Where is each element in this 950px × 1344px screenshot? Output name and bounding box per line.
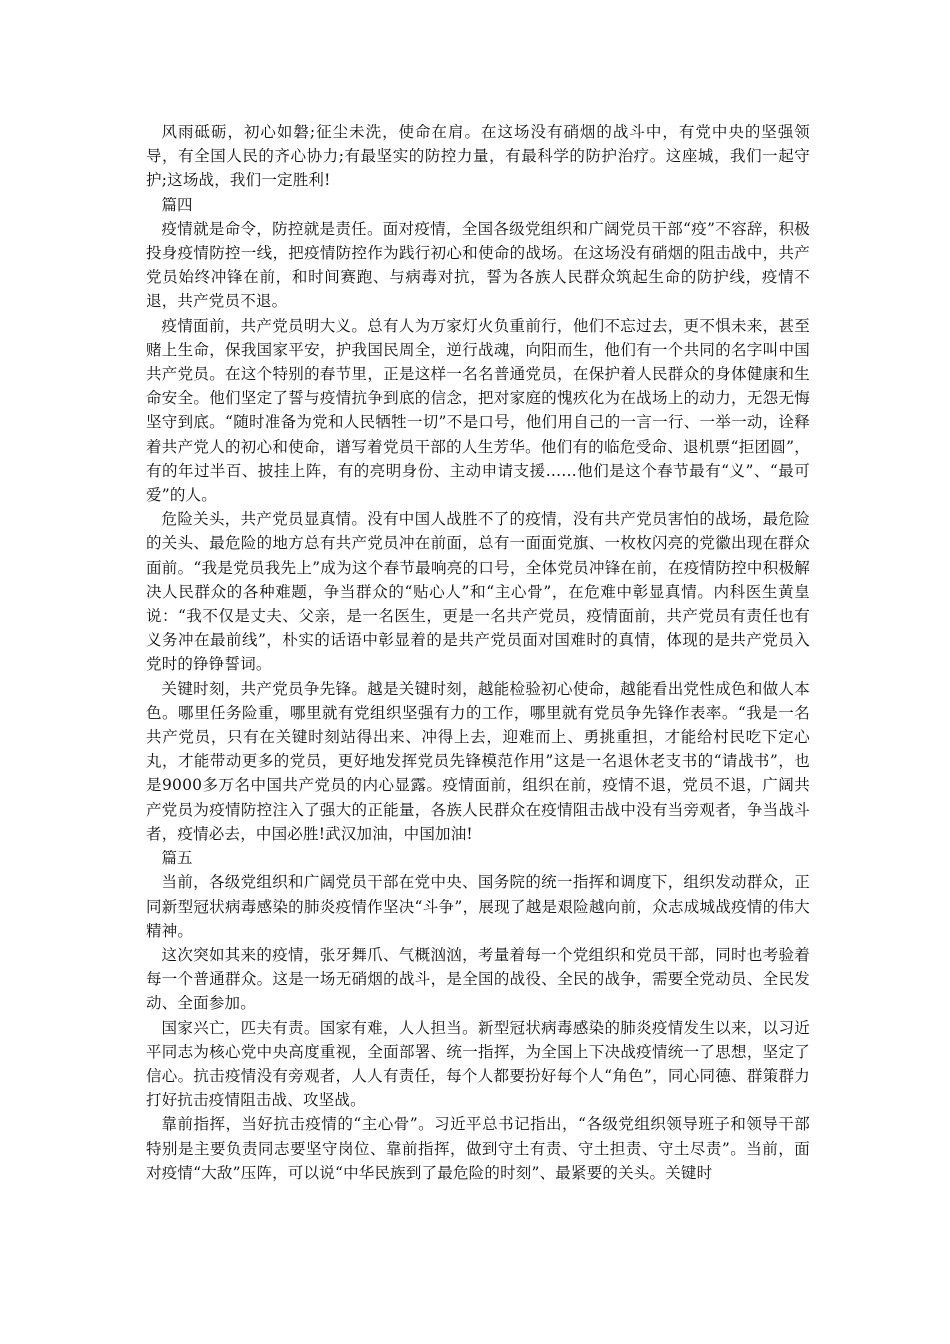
section-heading-4: 篇四: [161, 195, 193, 214]
paragraph-9: 靠前指挥，当好抗击疫情的“主心骨”。习近平总书记指出，“各级党组织领导班子和领导干部特别是主要负责同志要坚守岗位、靠前指挥，做到守土有责、守土担责、守土尽责”。当前，面对疫情“大敌”压阵，可以说“中华民族到了最危险的时刻”、最紧要的关头。关键时: [146, 1115, 810, 1182]
paragraph-3: 疫情面前，共产党员明大义。总有人为万家灯火负重前行，他们不忘过去，更不惧未来，甚至赌上生命，保我国家平安，护我国民周全，逆行战魂，向阳而生，他们有一个共同的名字叫中国共产党员。在这个特别的春节里，正是这样一名名普通党员，在保护着人民群众的身体健康和生命安全。他们坚定了誓与疫情抗争到底的信念，把对家庭的愧疚化为在战场上的动力，无怨无悔坚守到底。“随时准备为党和人民牺牲一切”不是口号，他们用自己的一言一行、一举一动，诠释着共产党人的初心和使命，谱写着党员干部的人生芳华。他们有的临危受命、退机票“拒团圆”，有的年过半百、披挂上阵，有的亮明身份、主动申请支援……他们是这个春节最有“义”、“最可爱”的人。: [146, 316, 810, 505]
paragraph-2: 疫情就是命令，防控就是责任。面对疫情，全国各级党组织和广阔党员干部“疫”不容辞，积极投身疫情防控一线，把疫情防控作为践行初心和使命的战场。在这场没有硝烟的阻击战中，共产党员始终冲锋在前，和时间赛跑、与病毒对抗，誓为各族人民群众筑起生命的防护线，疫情不退，共产党员不退。: [146, 219, 810, 311]
paragraph-6: 当前，各级党组织和广阔党员干部在党中央、国务院的统一指挥和调度下，组织发动群众，正同新型冠状病毒感染的肺炎疫情作坚决“斗争”，展现了越是艰险越向前，众志成城战疫情的伟大精神。: [146, 873, 810, 940]
paragraph-7: 这次突如其来的疫情，张牙舞爪、气概汹汹，考量着每一个党组织和党员干部，同时也考验着每一个普通群众。这是一场无硝烟的战斗，是全国的战役、全民的战争，需要全党动员、全民发动、全面参加。: [146, 945, 810, 1013]
paragraph-8: 国家兴亡，匹夫有责。国家有难，人人担当。新型冠状病毒感染的肺炎疫情发生以来，以习近平同志为核心党中央高度重视，全面部署、统一指挥，为全国上下决战疫情统一了思想，坚定了信心。抗击疫情没有旁观者，人人有责任，每个人都要扮好每个人“角色”，同心同德、群策群力打好抗击疫情阻击战、攻坚战。: [146, 1018, 810, 1110]
paragraph-5: 关键时刻，共产党员争先锋。越是关键时刻，越能检验初心使命，越能看出党性成色和做人本色。哪里任务险重，哪里就有党组织坚强有力的工作，哪里就有党员争先锋作表率。“我是一名共产党员，只有在关键时刻站得出来、冲得上去，迎难而上、勇挑重担，才能给村民吃下定心丸，才能带动更多的党员，更好地发挥党员先锋模范作用”这是一名退休老支书的“请战书”，也是9000多万名中国共产党员的内心显露。疫情面前，组织在前，疫情不退，党员不退，广阔共产党员为疫情防控注入了强大的正能量，各族人民群众在疫情阻击战中没有当旁观者，争当战斗者，疫情必去，中国必胜!武汉加油，中国加油!: [146, 679, 810, 843]
paragraph-1: 风雨砥砺，初心如磐;征尘未洗，使命在肩。在这场没有硝烟的战斗中，有党中央的坚强领导，有全国人民的齐心协力;有最坚实的防控力量，有最科学的防护治疗。这座城，我们一起守护;这场战，我们一定胜利!: [146, 123, 810, 190]
section-heading-5: 篇五: [161, 849, 193, 868]
paragraph-4: 危险关头，共产党员显真情。没有中国人战胜不了的疫情，没有共产党员害怕的战场，最危险的关头、最危险的地方总有共产党员冲在前面，总有一面面党旗、一枚枚闪亮的党徽出现在群众面前。“我是党员我先上”成为这个春节最响亮的口号，全体党员冲锋在前，在疫情防控中积极解决人民群众的各种难题，争当群众的“贴心人”和“主心骨”，在危难中彰显真情。内科医生黄皇说：“我不仅是丈夫、父亲，是一名医生，更是一名共产党员，疫情面前，共产党员有责任也有义务冲在最前线”，朴实的话语中彰显着的是共产党员面对国难时的真情，体现的是共产党员入党时的铮铮誓词。: [146, 510, 810, 674]
document-page: [146, 120, 810, 1185]
